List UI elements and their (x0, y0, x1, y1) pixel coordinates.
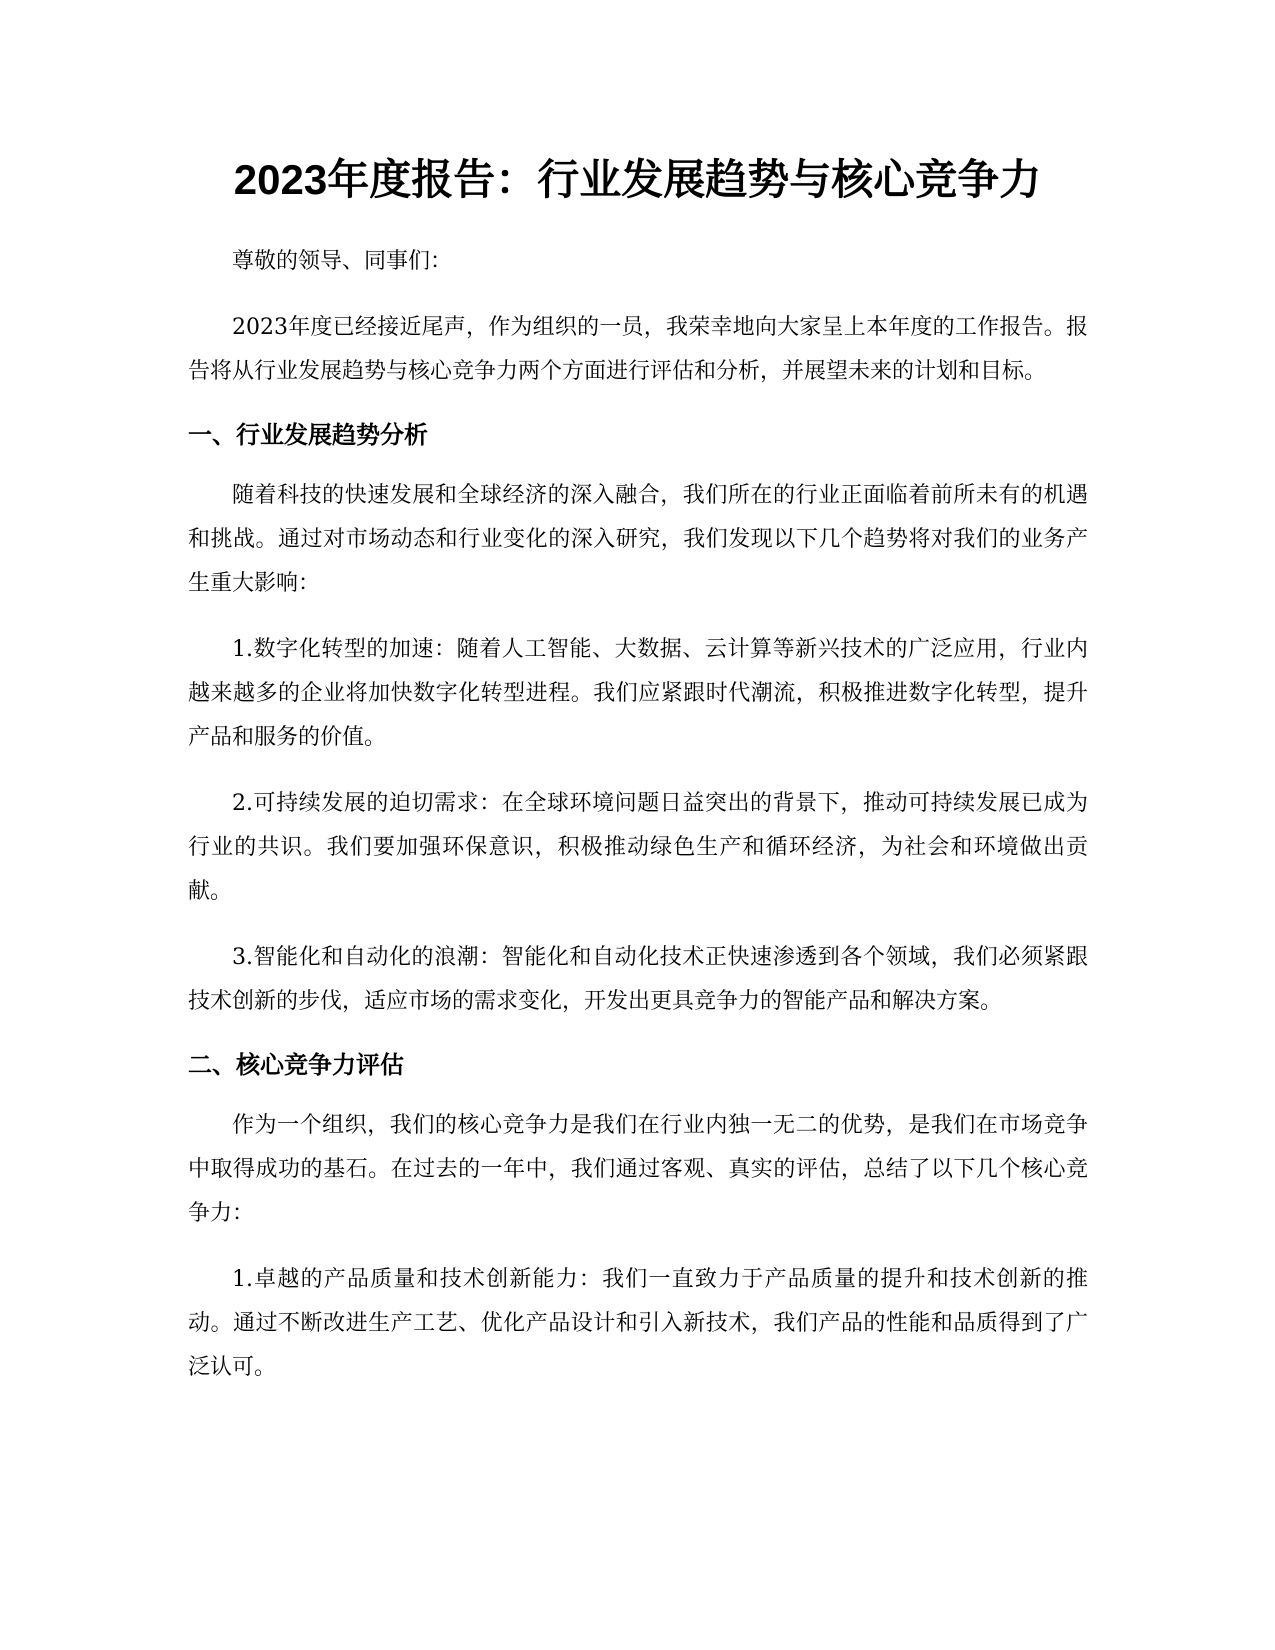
greeting-paragraph: 尊敬的领导、同事们： (232, 249, 453, 274)
document-body (188, 240, 1088, 1412)
document-title: 2023年度报告：行业发展趋势与核心竞争力 (233, 156, 1042, 203)
section-2-heading: 二、核心竞争力评估 (188, 1052, 404, 1079)
section-2-intro: 作为一个组织，我们的核心竞争力是我们在行业内独一无二的优势，是我们在市场竞争中取得成功的基石。在过去的一年中，我们通过客观、真实的评估，总结了以下几个核心竞争力： (188, 1113, 1088, 1226)
section-1-item-3: 3.智能化和自动化的浪潮：智能化和自动化技术正快速渗透到各个领域，我们必须紧跟技术创新的步伐，适应市场的需求变化，开发出更具竞争力的智能产品和解决方案。 (188, 945, 1088, 1014)
section-1-intro: 随着科技的快速发展和全球经济的深入融合，我们所在的行业正面临着前所未有的机遇和挑战。通过对市场动态和行业变化的深入研究，我们发现以下几个趋势将对我们的业务产生重大影响： (188, 483, 1088, 596)
section-1-item-1: 1.数字化转型的加速：随着人工智能、大数据、云计算等新兴技术的广泛应用，行业内越来越多的企业将加快数字化转型进程。我们应紧跟时代潮流，积极推进数字化转型，提升产品和服务的价值。 (188, 637, 1088, 750)
section-1-heading: 一、行业发展趋势分析 (188, 422, 428, 449)
section-1-item-2: 2.可持续发展的迫切需求：在全球环境问题日益突出的背景下，推动可持续发展已成为行业的共识。我们要加强环保意识，积极推动绿色生产和循环经济，为社会和环境做出贡献。 (188, 791, 1088, 904)
section-2-item-1: 1.卓越的产品质量和技术创新能力：我们一直致力于产品质量的提升和技术创新的推动。通过不断改进生产工艺、优化产品设计和引入新技术，我们产品的性能和品质得到了广泛认可。 (188, 1267, 1088, 1380)
intro-paragraph: 2023年度已经接近尾声，作为组织的一员，我荣幸地向大家呈上本年度的工作报告。报告将从行业发展趋势与核心竞争力两个方面进行评估和分析，并展望未来的计划和目标。 (188, 315, 1088, 384)
